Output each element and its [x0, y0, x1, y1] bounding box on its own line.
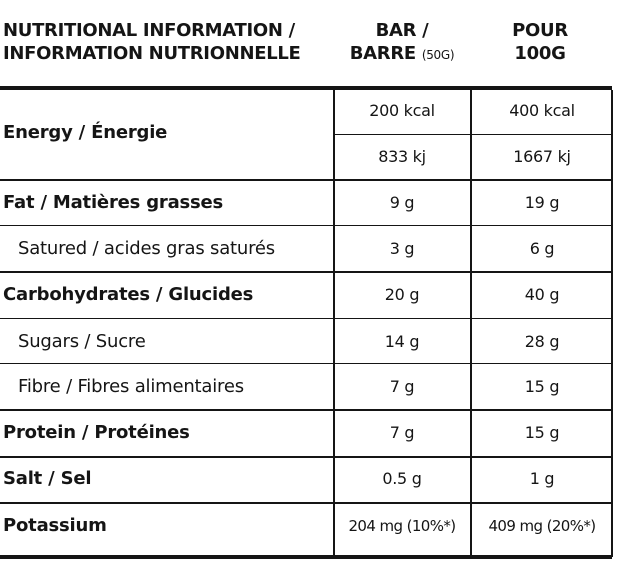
row-label: Carbohydrates / Glucides: [3, 284, 254, 305]
row-divider: [0, 271, 612, 273]
row-label: Potassium: [3, 515, 107, 536]
column-header-pour-100g: [470, 19, 610, 65]
bar-value: 204 mg (10%*): [348, 517, 456, 535]
energy-subrow-divider: [334, 134, 612, 135]
bar-value: 833 kj: [378, 147, 426, 166]
row-divider: [0, 363, 612, 364]
pour-value: 15 g: [524, 377, 560, 396]
row-divider: [0, 502, 612, 504]
bar-value: 3 g: [389, 239, 415, 258]
row-divider: [0, 409, 612, 411]
table-bottom-rule: [0, 555, 612, 559]
pour-value: 40 g: [524, 285, 560, 304]
header-pour-line2: 100G: [514, 43, 566, 64]
bar-value: 0.5 g: [382, 469, 422, 488]
header-bar-line1: BAR /: [375, 20, 429, 41]
pour-value: 409 mg (20%*): [488, 517, 596, 535]
pour-value: 19 g: [524, 193, 560, 212]
pour-value: 15 g: [524, 423, 560, 442]
pour-value: 28 g: [524, 332, 560, 351]
header-divider: [0, 86, 612, 90]
header-bar-label: BARRE: [349, 43, 416, 64]
row-label: Salt / Sel: [3, 468, 92, 489]
bar-value: 200 kcal: [369, 101, 435, 120]
row-label: Protein / Protéines: [3, 422, 190, 443]
row-divider: [0, 456, 612, 458]
bar-value: 14 g: [384, 332, 420, 351]
header-bar-unit: (50G): [421, 48, 455, 62]
pour-value: 1667 kj: [513, 147, 571, 166]
row-label: Fat / Matières grasses: [3, 192, 224, 213]
bar-value: 7 g: [389, 377, 415, 396]
row-divider: [0, 225, 612, 226]
header-pour-line1: POUR: [512, 20, 568, 41]
header-label-line1: NUTRITIONAL INFORMATION /: [3, 20, 295, 41]
header-bar-line2: [334, 42, 470, 67]
row-label: Sugars / Sucre: [18, 331, 146, 352]
column-header-bar: [334, 19, 470, 67]
bar-value: 20 g: [384, 285, 420, 304]
bar-value: 9 g: [389, 193, 415, 212]
row-label: Fibre / Fibres alimentaires: [18, 376, 244, 397]
column-header-nutritional-information: [3, 19, 301, 65]
row-divider: [0, 318, 612, 319]
row-divider: [0, 179, 612, 181]
header-label-line2: INFORMATION NUTRIONNELLE: [3, 43, 301, 64]
row-label: Energy / Énergie: [3, 122, 168, 143]
pour-value: 400 kcal: [509, 101, 575, 120]
pour-value: 1 g: [529, 469, 555, 488]
pour-value: 6 g: [529, 239, 555, 258]
row-label: Satured / acides gras saturés: [18, 238, 275, 259]
bar-value: 7 g: [389, 423, 415, 442]
